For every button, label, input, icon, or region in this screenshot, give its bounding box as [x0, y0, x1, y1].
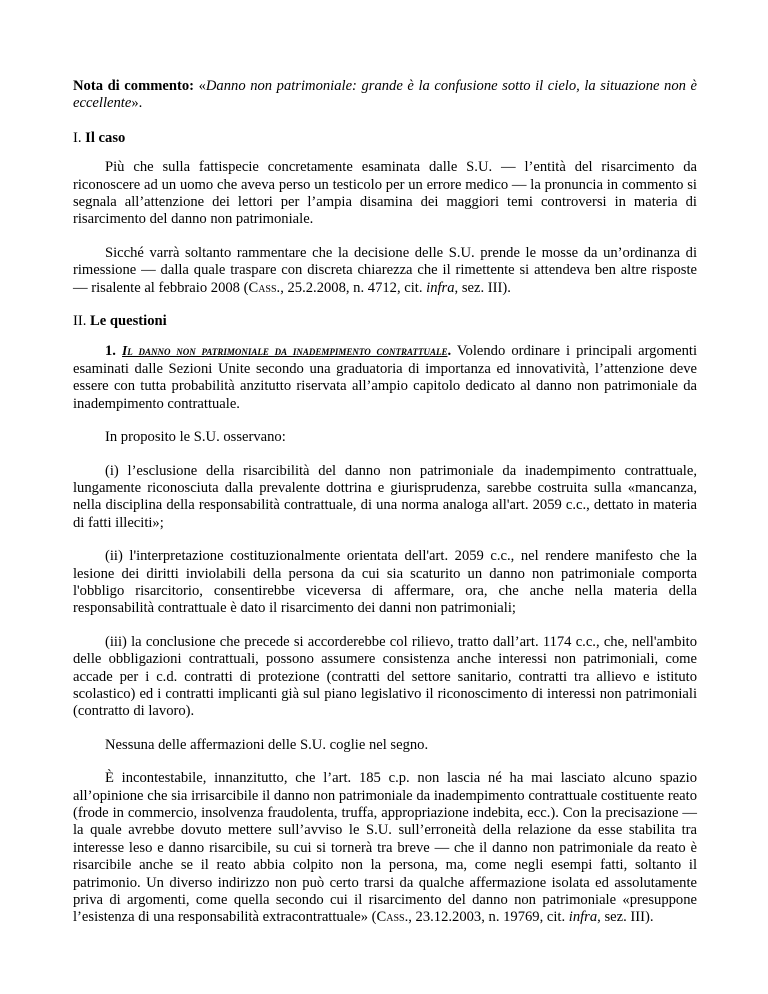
quote-open: «	[198, 78, 206, 94]
paragraph: È incontestabile, innanzitutto, che l’art. 185 c.p. non lascia né ha mai lasciato alcuno spazio all’opinione che sia irrisarcibile il danno non patrimoniale da inadempimento contrattuale costituente reato (frode in commercio, insolvenza fraudolenta, truffa, appropriazione indebita, ecc.). Con la precisazione — la quale avrebbe dovuto mettere sull’avviso le S.U. sull’erroneità della relazione da esse stabilita tra interesse leso e danno risarcibile, su cui si tornerà tra breve — che il danno non patrimoniale da reato è risarcibile anche se il reato abbia colpito non la persona, ma, come negli esempi fatti, soltanto il patrimonio. Un diverso indirizzo non può certo trarsi da qualche affermazione isolata ed assolutamente priva di argomenti, come quella secondo cui il risarcimento del danno non patrimoniale «presuppone l’esistenza di una responsabilità extracontrattuale» (Cass., 23.12.2003, n. 19769, cit. infra, sez. III).	[73, 770, 697, 926]
list-item: (ii) l'interpretazione costituzionalmente orientata dell'art. 2059 c.c., nel rendere manifesto che la lesione dei diritti inviolabili della persona da cui sia scaturito un danno non patrimoniale comporta l'obbligo risarcitorio, consentirebbe viceversa di affermare, ora, che anche nella materia della responsabilità contrattuale è dato il risarcimento dei danni non patrimoniali;	[73, 548, 697, 617]
section-number: II.	[73, 313, 87, 330]
paragraph: Più che sulla fattispecie concretamente esaminata dalle S.U. — l’entità del risarcimento da riconoscere ad un uomo che aveva perso un testicolo per un errore medico — la pronuncia in commento si segnala all’attenzione dei lettori per l’ampia disamina dei maggiori temi controversi in materia di risarcimento del danno non patrimoniale.	[73, 159, 697, 228]
document-page	[73, 78, 697, 943]
note-heading	[73, 78, 697, 113]
list-item: (i) l’esclusione della risarcibilità del danno non patrimoniale da inadempimento contrattuale, lungamente riconosciuta dalla prevalente dottrina e giurisprudenza, sarebbe costruita sulla «mancanza, nella disciplina della responsabilità contrattuale, di una norma analoga all'art. 2059 c.c., dettato in materia di fatti illeciti»;	[73, 462, 697, 531]
subsection-number: 1.	[105, 343, 116, 360]
section-title: Il caso	[85, 129, 126, 146]
section-heading-2	[73, 313, 697, 330]
quote-close: ».	[131, 95, 143, 112]
note-label: Nota di commento:	[73, 78, 195, 94]
paragraph: In proposito le S.U. osservano:	[105, 429, 286, 446]
subsection-title: Il danno non patrimoniale da inadempimento contrattuale	[122, 343, 448, 359]
paragraph: Sicché varrà soltanto rammentare che la decisione delle S.U. prende le mosse da un’ordinanza di rimessione — dalla quale traspare con discreta chiarezza che il rimettente si attendeva ben altre risposte — risalente al febbraio 2008 (Cass., 25.2.2008, n. 4712, cit. infra, sez. III).	[73, 244, 697, 296]
section-heading-1	[73, 130, 697, 147]
list-item: (iii) la conclusione che precede si accorderebbe col rilievo, tratto dall’art. 1174 c.c., che, nell'ambito delle obbligazioni contrattuali, possono assumere consistenza anche interessi non patrimoniali, come accade per i c.d. contratti di protezione (contratti del settore sanitario, contratti tra allievo e istituto scolastico) ed i contratti implicanti già sul piano legislativo il riconoscimento di interessi non patrimoniali (contratto di lavoro).	[73, 633, 697, 720]
section-title: Le questioni	[90, 313, 167, 330]
subsection-paragraph: 1. Il danno non patrimoniale da inadempimento contrattuale. Volendo ordinare i principali argomenti esaminati dalle Sezioni Unite secondo una graduatoria di importanza ed innovatività, l’attenzione deve essere con tutta probabilità anzitutto riservata all’ampio capitolo dedicato al danno non patrimoniale da inadempimento contrattuale.	[73, 343, 697, 412]
section-number: I.	[73, 129, 82, 146]
note-title: Danno non patrimoniale: grande è la confusione sotto il cielo, la situazione non è eccellente	[73, 78, 697, 112]
paragraph: Nessuna delle affermazioni delle S.U. coglie nel segno.	[105, 736, 429, 753]
